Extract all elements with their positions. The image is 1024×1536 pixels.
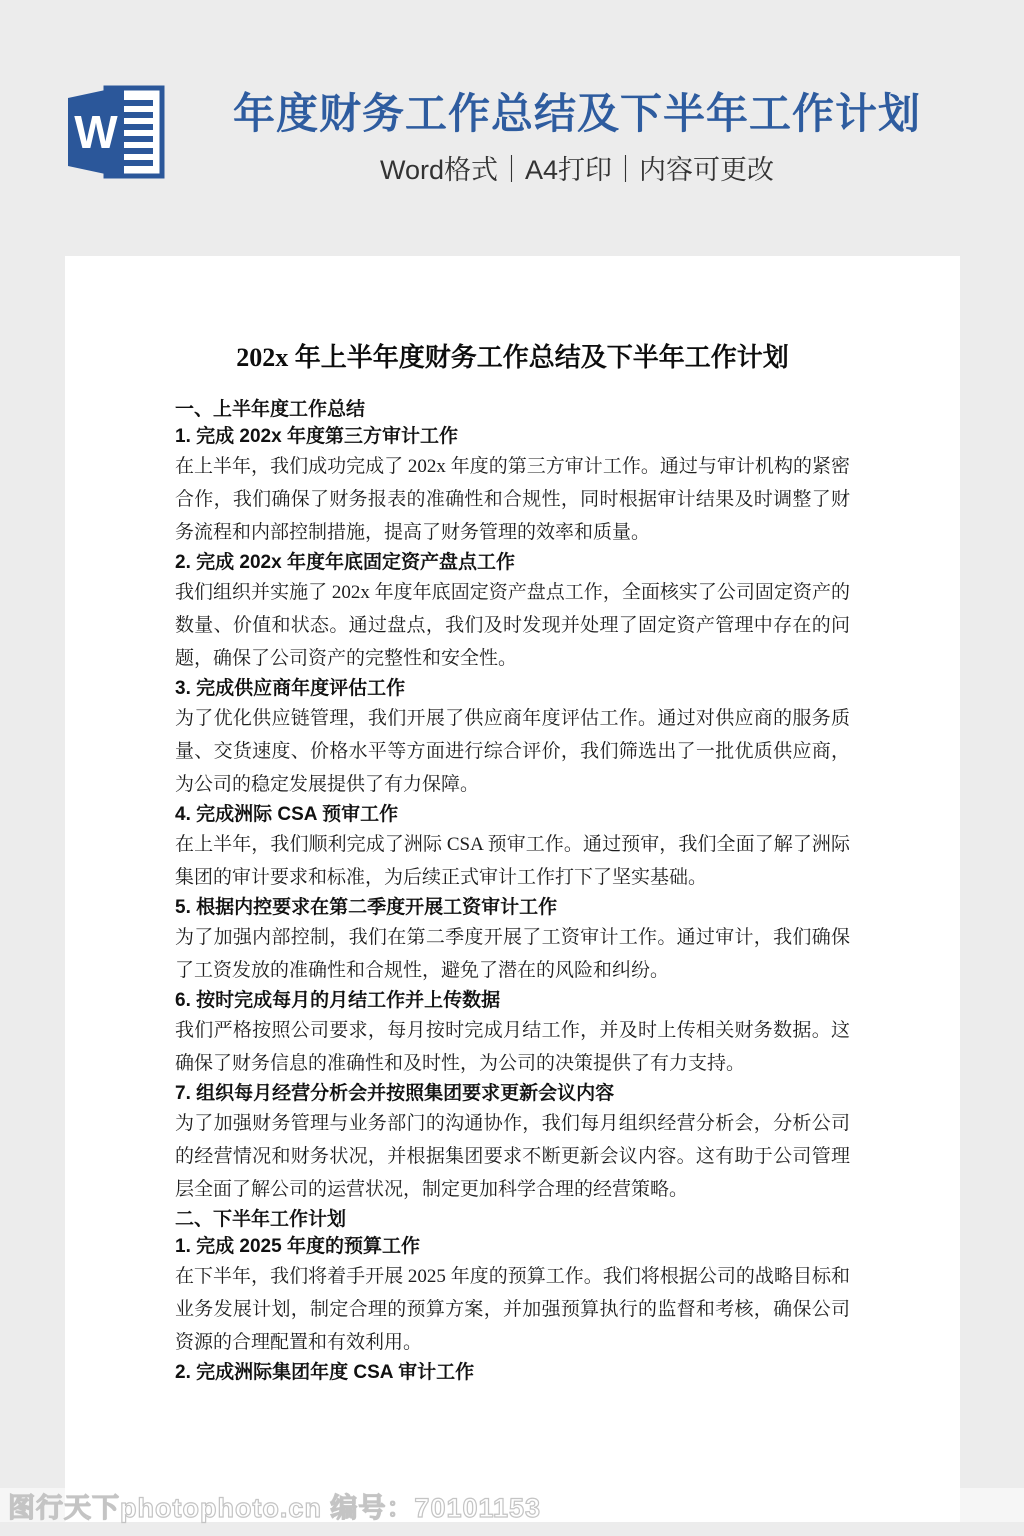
item-paragraph: 为了加强财务管理与业务部门的沟通协作，我们每月组织经营分析会，分析公司的经营情况和财务状况，并根据集团要求不断更新会议内容。这有助于公司管理层全面了解公司的运营状况，制定更加科学合理的经营策略。 [175,1113,850,1200]
item-paragraph: 为了加强内部控制，我们在第二季度开展了工资审计工作。通过审计，我们确保了工资发放的准确性和合规性，避免了潜在的风险和纠纷。 [175,927,850,981]
item-title: 2. 完成 202x 年度年底固定资产盘点工作 [175,552,515,573]
section-heading-2: 二、下半年工作计划 [175,1209,347,1230]
item-title: 2. 完成洲际集团年度 CSA 审计工作 [175,1362,475,1383]
document-page [65,256,960,1522]
item-paragraph: 在下半年，我们将着手开展 2025 年度的预算工作。我们将根据公司的战略目标和业务发展计划，制定合理的预算方案，并加强预算执行的监督和考核，确保公司资源的合理配置和有效利用。 [175,1266,850,1353]
document-title: 202x 年上半年度财务工作总结及下半年工作计划 [236,343,789,372]
item-title: 1. 完成 2025 年度的预算工作 [175,1236,420,1257]
template-title: 年度财务工作总结及下半年工作计划 [232,90,921,137]
item-title: 3. 完成供应商年度评估工作 [175,678,406,699]
item-paragraph: 在上半年，我们成功完成了 202x 年度的第三方审计工作。通过与审计机构的紧密合作，我们确保了财务报表的准确性和合规性，同时根据审计结果及时调整了财务流程和内部控制措施，提高了财务管理的效率和质量。 [175,456,850,543]
item-title: 4. 完成洲际 CSA 预审工作 [175,804,399,825]
document-content [65,256,960,1386]
item-paragraph: 我们组织并实施了 202x 年度年底固定资产盘点工作，全面核实了公司固定资产的数量、价值和状态。通过盘点，我们及时发现并处理了固定资产管理中存在的问题，确保了公司资产的完整性和安全性。 [175,582,850,669]
header-text-block [170,90,984,186]
svg-text:W: W [74,106,118,158]
template-header [0,0,1024,256]
item-title: 7. 组织每月经营分析会并按照集团要求更新会议内容 [175,1083,615,1104]
item-title: 5. 根据内控要求在第二季度开展工资审计工作 [175,897,558,918]
item-title: 1. 完成 202x 年度第三方审计工作 [175,426,458,447]
footer-watermark-band [0,1488,1024,1522]
microsoft-word-icon [60,80,170,184]
item-paragraph: 为了优化供应链管理，我们开展了供应商年度评估工作。通过对供应商的服务质量、交货速度、价格水平等方面进行综合评价，我们筛选出了一批优质供应商，为公司的稳定发展提供了有力保障。 [175,708,850,795]
watermark-text: 图行天下photophoto.cn 编号：70101153 [8,1492,542,1523]
template-subtitle: Word格式｜A4打印｜内容可更改 [379,155,775,185]
item-paragraph: 我们严格按照公司要求，每月按时完成月结工作，并及时上传相关财务数据。这确保了财务信息的准确性和及时性，为公司的决策提供了有力支持。 [175,1020,850,1074]
section-heading-1: 一、上半年度工作总结 [175,399,366,420]
item-paragraph: 在上半年，我们顺利完成了洲际 CSA 预审工作。通过预审，我们全面了解了洲际集团的审计要求和标准，为后续正式审计工作打下了坚实基础。 [175,834,850,888]
item-title: 6. 按时完成每月的月结工作并上传数据 [175,990,501,1011]
